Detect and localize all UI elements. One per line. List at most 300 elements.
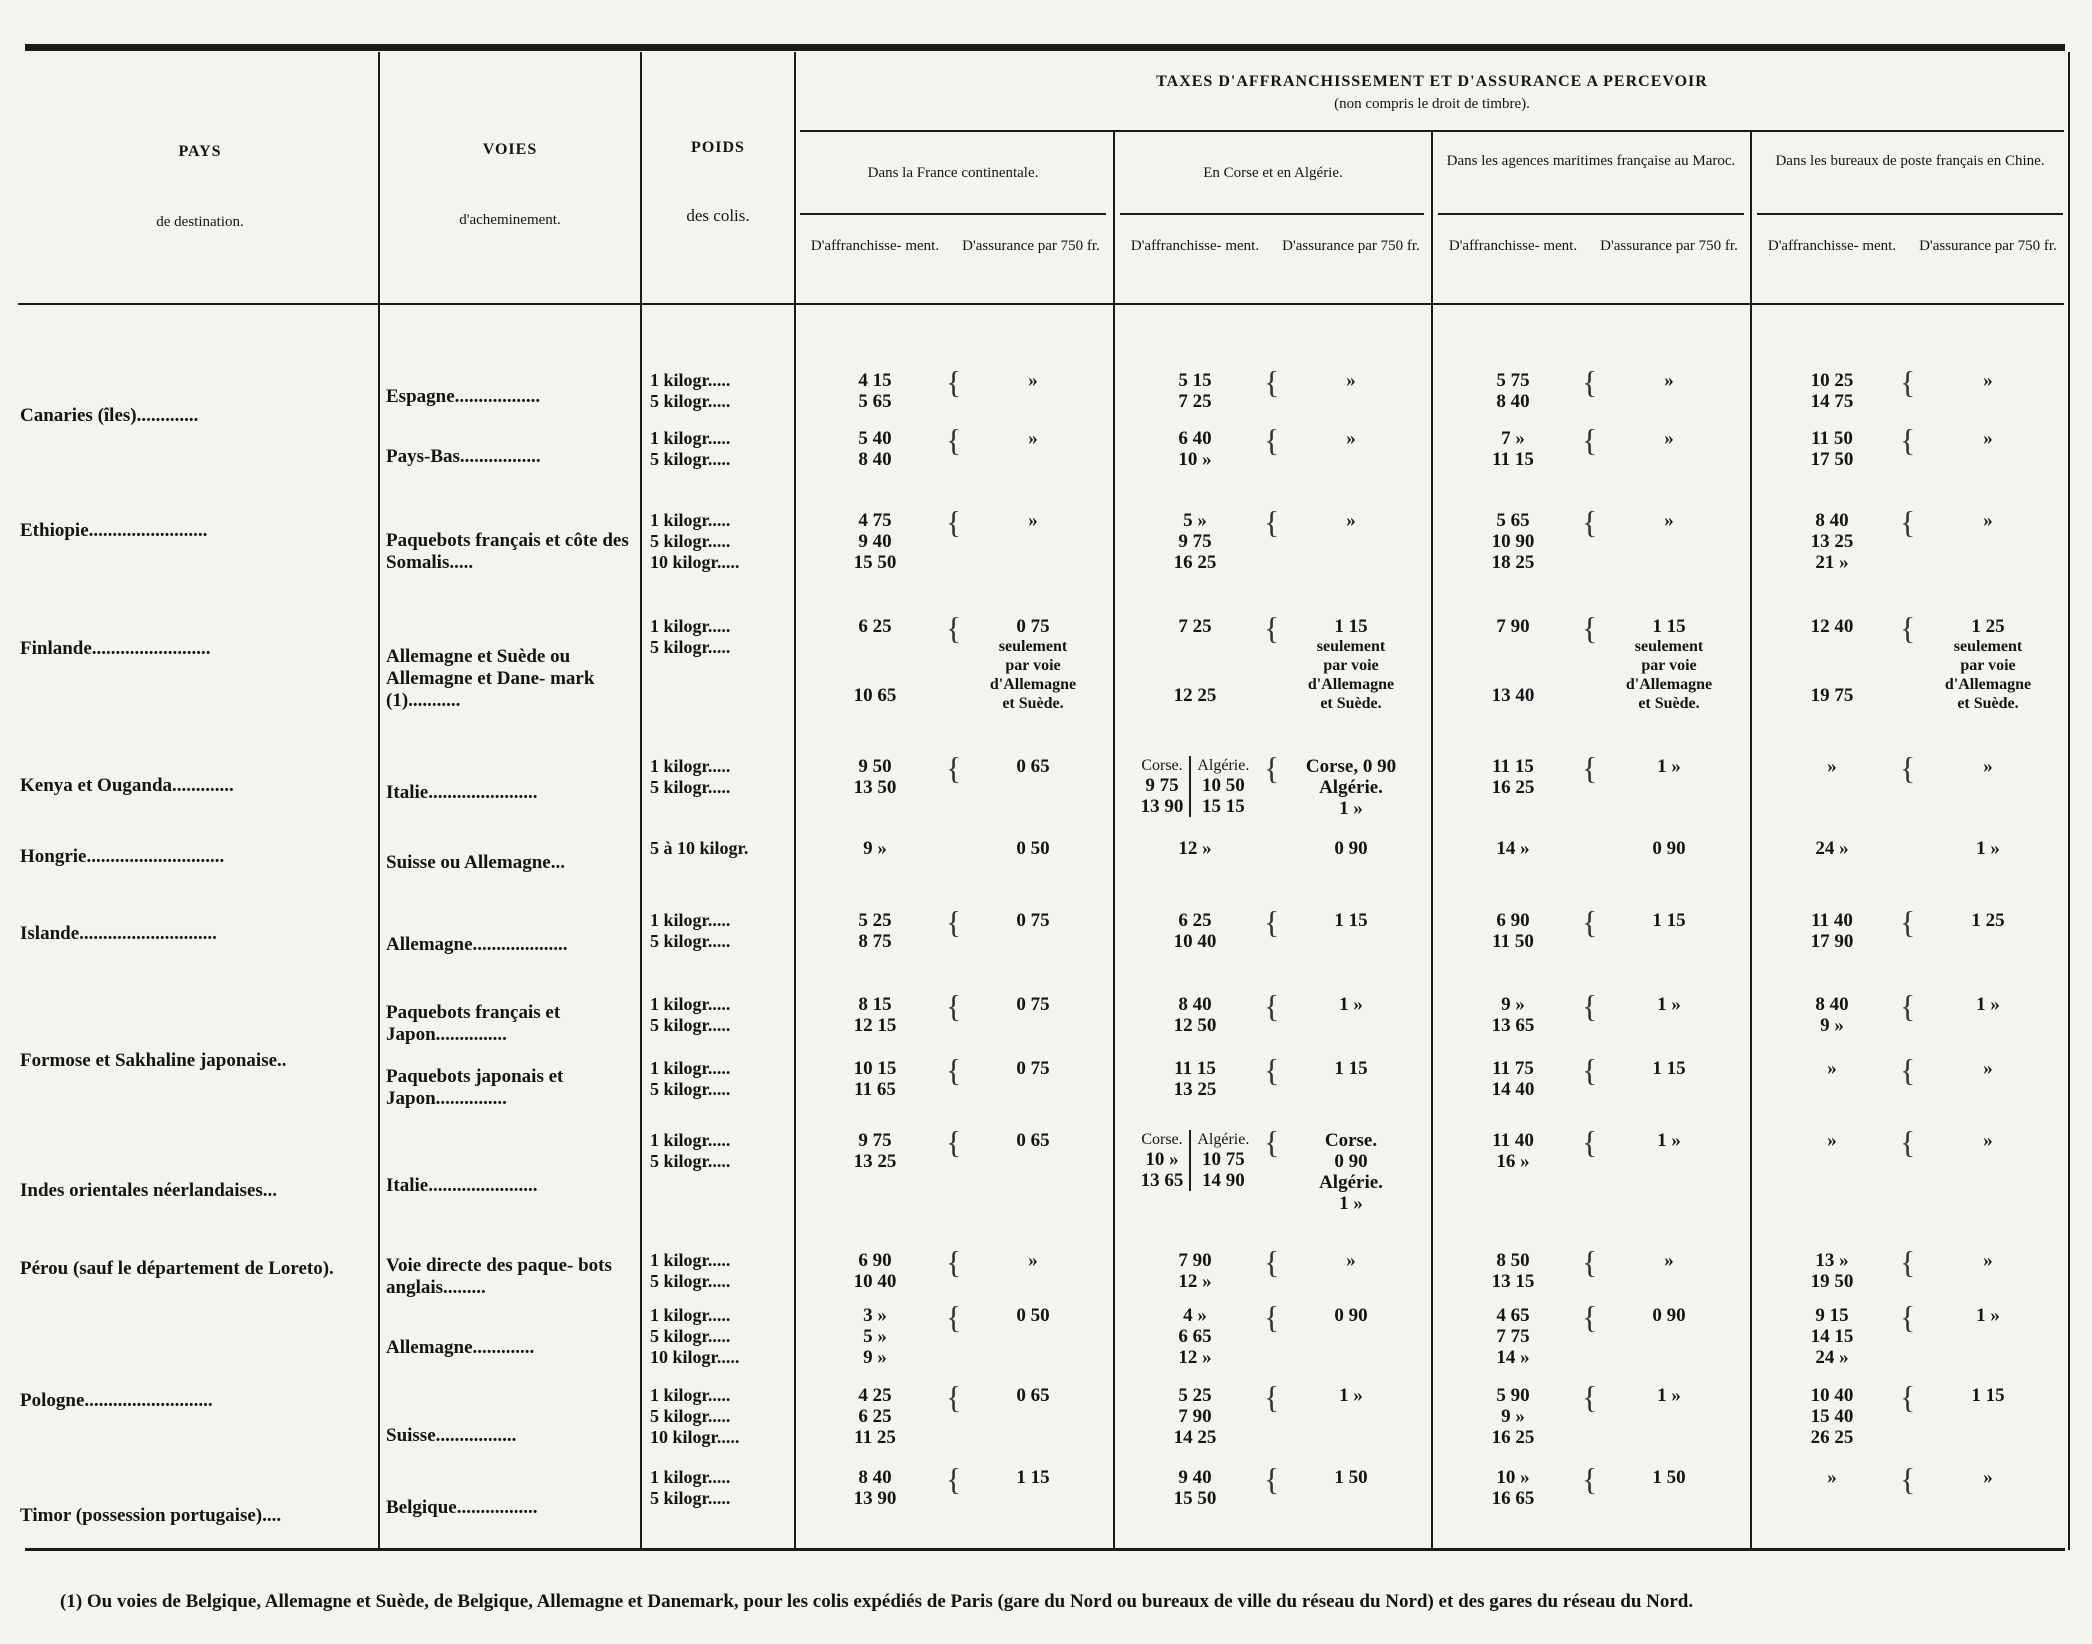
cell-value: 13 15: [1491, 1271, 1535, 1292]
cell-value: 13 65: [1140, 1170, 1184, 1191]
cell-value: 1 50: [1652, 1467, 1686, 1488]
weight-cell: [650, 1058, 790, 1100]
cell-value: 5 25: [858, 910, 892, 931]
brace-icon: {: [1264, 364, 1280, 400]
cell-value: 1 25: [1971, 910, 2005, 931]
corse-col: [1141, 756, 1184, 817]
tariff-cell: [958, 994, 1108, 1015]
cell-value: 8 40: [1496, 391, 1530, 412]
tariff-cell: [1276, 1130, 1426, 1214]
assur-header: D'assurance par 750 fr.: [1282, 238, 1420, 254]
country-label: Hongrie.............................: [20, 846, 225, 867]
cell-value: 0 50: [1016, 838, 1050, 859]
weight-value: 1 kilogr.....: [650, 994, 731, 1014]
tariff-cell: [1913, 1130, 2063, 1151]
weight-cell: [650, 1467, 790, 1509]
tariff-cell: [800, 1305, 950, 1368]
brace-icon: {: [1264, 1299, 1280, 1335]
weight-value: 10 kilogr.....: [650, 552, 740, 572]
tariff-cell: [1913, 1250, 2063, 1271]
brace-icon: {: [1900, 1379, 1916, 1415]
col-divider: [1750, 130, 1752, 1550]
brace-icon: {: [1264, 422, 1280, 458]
brace-icon: {: [1582, 1461, 1598, 1497]
cell-value: 1 15: [1334, 910, 1368, 931]
weight-value: 10 kilogr.....: [650, 1347, 740, 1367]
cell-value: 1 »: [1976, 994, 2000, 1015]
cell-value: »: [1346, 510, 1356, 531]
cell-value: 24 »: [1815, 1347, 1849, 1368]
cell-value: 0 90: [1334, 838, 1368, 859]
header-rule: [800, 130, 2064, 132]
tariff-cell: [1276, 1250, 1426, 1271]
cell-value: 4 65: [1496, 1305, 1530, 1326]
cell-value: 12 »: [1178, 1271, 1212, 1292]
cell-value: 13 65: [1491, 1015, 1535, 1036]
bottom-rule: [25, 1548, 2065, 1551]
brace-icon: {: [1264, 1052, 1280, 1088]
country-label: Finlande.........................: [20, 638, 211, 659]
cell-value: et Suède.: [1957, 695, 2019, 712]
tariff-cell: [958, 1058, 1108, 1079]
cell-value: par voie: [1960, 657, 2016, 674]
cell-value: 16 25: [1491, 1427, 1535, 1448]
cell-value: 16 65: [1491, 1488, 1535, 1509]
cell-value: 10 65: [853, 685, 897, 706]
cell-value: 9 75: [858, 1130, 892, 1151]
cell-value: 9 40: [858, 531, 892, 552]
cell-value: 9 »: [1501, 1406, 1525, 1427]
country-label: Timor (possession portugaise)....: [20, 1505, 282, 1526]
tariff-cell: [1757, 1130, 1907, 1151]
cell-value: 12 25: [1173, 685, 1217, 706]
cell-value: 15 50: [1173, 1488, 1217, 1509]
brace-icon: {: [946, 1244, 962, 1280]
tariff-cell: [1594, 1058, 1744, 1079]
cell-value: 11 50: [1811, 428, 1853, 449]
tariff-cell: [800, 510, 950, 573]
tariff-cell: [1913, 1058, 2063, 1079]
cell-value: et Suède.: [1002, 695, 1064, 712]
brace-icon: {: [1264, 1379, 1280, 1415]
tariff-cell: [1120, 510, 1270, 573]
header-taxes-sub: (non compris le droit de timbre).: [1334, 96, 1530, 112]
cell-value: 9 »: [863, 1347, 887, 1368]
weight-cell: [650, 370, 790, 412]
cell-value: 5 75: [1496, 370, 1530, 391]
tariff-cell: [1438, 756, 1588, 798]
tariff-cell: [1276, 1058, 1426, 1079]
tariff-cell: [1913, 838, 2063, 859]
brace-icon: {: [1900, 988, 1916, 1024]
cell-value: d'Allemagne: [989, 676, 1077, 693]
cell-value: 1 15: [1971, 1385, 2005, 1406]
tariff-cell: [1120, 616, 1270, 706]
cell-value: 7 90: [1496, 616, 1530, 637]
weight-value: 5 kilogr.....: [650, 391, 731, 411]
cell-value: 7 25: [1178, 616, 1212, 637]
tariff-cell: [1594, 1250, 1744, 1271]
brace-icon: {: [946, 1461, 962, 1497]
brace-icon: {: [1900, 904, 1916, 940]
tariff-cell: [1757, 1467, 1907, 1488]
cell-value: par voie: [1641, 657, 1697, 674]
tariff-cell: [1438, 1467, 1588, 1509]
tariff-cell: [958, 1305, 1108, 1326]
footnote: (1) Ou voies de Belgique, Allemagne et Suède, de Belgique, Allemagne et Danemark, pour les colis expédiés de Paris (gare du Nord ou bureaux de ville du réseau du Nord) et des gares du réseau du Nord.: [60, 1591, 1694, 1612]
tariff-cell: [1757, 616, 1907, 706]
affr-header: D'affranchisse- ment.: [1767, 238, 1897, 254]
country-label: Canaries (îles).............: [20, 405, 199, 426]
assur-header: D'assurance par 750 fr.: [962, 238, 1100, 254]
tariff-cell: [1120, 838, 1270, 859]
cell-value: 7 75: [1496, 1326, 1530, 1347]
cell-value: »: [1827, 1130, 1837, 1151]
cell-value: 11 15: [1174, 1058, 1216, 1079]
cell-value: 1 25: [1971, 616, 2005, 637]
route-label: Allemagne.............: [386, 1337, 535, 1358]
cell-value: 4 »: [1183, 1305, 1207, 1326]
tariff-cell: [1913, 428, 2063, 449]
cell-value: 18 25: [1491, 552, 1535, 573]
tariff-cell: [1594, 1385, 1744, 1406]
cell-value: Corse.: [1324, 1130, 1378, 1151]
header-voies: VOIES: [482, 141, 538, 158]
brace-icon: {: [1582, 364, 1598, 400]
brace-icon: {: [1900, 364, 1916, 400]
cell-value: 9 40: [1178, 1467, 1212, 1488]
brace-icon: {: [1582, 1299, 1598, 1335]
tariff-cell: [1438, 994, 1588, 1036]
cell-value: 1 »: [1339, 798, 1363, 819]
cell-value: 5 40: [858, 428, 892, 449]
tariff-cell: [1757, 838, 1907, 859]
cell-value: d'Allemagne: [1944, 676, 2032, 693]
cell-value: 16 25: [1173, 552, 1217, 573]
tariff-cell: [1438, 428, 1588, 470]
brace-icon: {: [1900, 750, 1916, 786]
cell-value: 11 15: [1492, 449, 1534, 470]
brace-icon: {: [946, 610, 962, 646]
brace-icon: {: [946, 1052, 962, 1088]
tariff-cell: [1276, 1467, 1426, 1488]
cell-value: Corse.: [1141, 1131, 1183, 1148]
cell-value: 14 »: [1496, 838, 1530, 859]
tariff-cell: [1913, 1305, 2063, 1326]
cell-value: 12 »: [1178, 838, 1212, 859]
tariff-cell: [1276, 1305, 1426, 1326]
zone-header: Dans la France continentale.: [867, 165, 1039, 181]
route-label: Italie.......................: [386, 1175, 538, 1196]
cell-value: 7 90: [1178, 1250, 1212, 1271]
country-label: Islande.............................: [20, 923, 217, 944]
cell-value: 1 15: [1652, 1058, 1686, 1079]
weight-value: 5 kilogr.....: [650, 1271, 731, 1291]
cell-value: 15 40: [1810, 1406, 1854, 1427]
cell-value: 9 15: [1815, 1305, 1849, 1326]
brace-icon: {: [1582, 1244, 1598, 1280]
cell-value: »: [1028, 1250, 1038, 1271]
cell-value: 10 40: [1173, 931, 1217, 952]
cell-value: 13 90: [1140, 796, 1184, 817]
tariff-cell: [1594, 838, 1744, 859]
cell-value: 10 15: [853, 1058, 897, 1079]
brace-icon: {: [1900, 610, 1916, 646]
cell-value: 11 15: [1492, 756, 1534, 777]
cell-value: Algérie.: [1319, 1172, 1383, 1193]
weight-value: 1 kilogr.....: [650, 616, 731, 636]
tariff-cell: [800, 838, 950, 859]
cell-value: 14 »: [1496, 1347, 1530, 1368]
weight-value: 5 kilogr.....: [650, 931, 731, 951]
cell-value: 1 15: [1334, 616, 1368, 637]
cell-value: 4 75: [858, 510, 892, 531]
tariff-cell: [958, 1385, 1108, 1406]
brace-icon: {: [946, 422, 962, 458]
brace-icon: {: [1900, 1299, 1916, 1335]
cell-value: »: [1983, 1058, 1993, 1079]
tariff-cell: [1594, 510, 1744, 531]
cell-value: »: [1664, 370, 1674, 391]
cell-value: 11 40: [1811, 910, 1853, 931]
tariff-cell: [1120, 756, 1270, 817]
brace-icon: {: [946, 504, 962, 540]
tariff-cell: [1120, 1385, 1270, 1448]
brace-icon: {: [1900, 422, 1916, 458]
weight-value: 1 kilogr.....: [650, 370, 731, 390]
cell-value: par voie: [1005, 657, 1061, 674]
tariff-cell: [800, 1385, 950, 1448]
cell-value: »: [1983, 1130, 1993, 1151]
col-divider: [2068, 52, 2070, 1550]
cell-value: 21 »: [1815, 552, 1849, 573]
header-pays: PAYS: [178, 143, 222, 160]
route-label: Allemagne et Suède ou Allemagne et Dane- mark (1)...........: [386, 646, 595, 711]
assur-header: D'assurance par 750 fr.: [1600, 238, 1738, 254]
weight-value: 1 kilogr.....: [650, 1305, 731, 1325]
cell-value: 15 50: [853, 552, 897, 573]
cell-value: 26 25: [1810, 1427, 1854, 1448]
cell-value: 5 65: [858, 391, 892, 412]
brace-icon: {: [1264, 1244, 1280, 1280]
cell-value: »: [1827, 756, 1837, 777]
tariff-cell: [1757, 428, 1907, 470]
cell-value: 1 »: [1657, 756, 1681, 777]
brace-icon: {: [1900, 1124, 1916, 1160]
cell-value: »: [1827, 1058, 1837, 1079]
header-poids: POIDS: [691, 139, 745, 156]
tariff-cell: [1594, 910, 1744, 931]
cell-value: 13 90: [853, 1488, 897, 1509]
weight-value: 1 kilogr.....: [650, 1385, 731, 1405]
cell-value: 1 »: [1976, 838, 2000, 859]
corse-algerie-split: [1120, 756, 1270, 817]
cell-value: 0 90: [1652, 1305, 1686, 1326]
cell-value: 12 50: [1173, 1015, 1217, 1036]
cell-value: 6 65: [1178, 1326, 1212, 1347]
weight-cell: [650, 756, 790, 798]
tariff-cell: [1757, 756, 1907, 777]
tariff-cell: [800, 1250, 950, 1292]
brace-icon: {: [1264, 1124, 1280, 1160]
cell-value: 5 »: [863, 1326, 887, 1347]
cell-value: »: [1983, 428, 1993, 449]
cell-value: 6 90: [1496, 910, 1530, 931]
brace-icon: {: [1900, 1052, 1916, 1088]
tariff-cell: [1913, 1385, 2063, 1406]
cell-value: par voie: [1323, 657, 1379, 674]
cell-value: 19 75: [1810, 685, 1854, 706]
zone-header: En Corse et en Algérie.: [1203, 165, 1343, 181]
cell-value: 9 »: [1820, 1015, 1844, 1036]
cell-value: »: [1664, 510, 1674, 531]
weight-cell: [650, 838, 790, 859]
tariff-cell: [800, 428, 950, 470]
tariff-cell: [1120, 370, 1270, 412]
tariff-cell: [1594, 756, 1744, 777]
country-label: Pérou (sauf le département de Loreto).: [20, 1258, 334, 1279]
weight-value: 1 kilogr.....: [650, 1058, 731, 1078]
weight-value: 5 à 10 kilogr.: [650, 838, 749, 858]
cell-value: 4 25: [858, 1385, 892, 1406]
weight-value: 1 kilogr.....: [650, 1130, 731, 1150]
route-label: Paquebots japonais et Japon...............: [386, 1066, 564, 1109]
cell-value: »: [1664, 428, 1674, 449]
brace-icon: {: [946, 1124, 962, 1160]
cell-value: et Suède.: [1320, 695, 1382, 712]
cell-value: »: [1983, 370, 1993, 391]
cell-value: 8 75: [858, 931, 892, 952]
tariff-cell: [1438, 616, 1588, 706]
cell-value: 8 40: [1815, 994, 1849, 1015]
cell-value: 5 65: [1496, 510, 1530, 531]
cell-value: 13 25: [1810, 531, 1854, 552]
tariff-cell: [1757, 1250, 1907, 1292]
cell-value: 13 50: [853, 777, 897, 798]
cell-value: 1 »: [1339, 1193, 1363, 1214]
header-pays-sub: de destination.: [156, 214, 244, 230]
cell-value: 5 »: [1183, 510, 1207, 531]
country-label: Pologne...........................: [20, 1390, 213, 1411]
tariff-cell: [1438, 1130, 1588, 1172]
tariff-cell: [1438, 370, 1588, 412]
col-divider: [794, 52, 796, 1550]
weight-cell: [650, 1130, 790, 1172]
cell-value: 9 75: [1178, 531, 1212, 552]
weight-value: 5 kilogr.....: [650, 1406, 731, 1426]
cell-value: 8 40: [858, 449, 892, 470]
tariff-cell: [1594, 370, 1744, 391]
col-divider: [1431, 130, 1433, 1550]
tariff-cell: [958, 428, 1108, 449]
tariff-cell: [1276, 616, 1426, 713]
tariff-cell: [958, 910, 1108, 931]
cell-value: 1 15: [1334, 1058, 1368, 1079]
tariff-cell: [1276, 910, 1426, 931]
cell-value: »: [1983, 510, 1993, 531]
weight-value: 5 kilogr.....: [650, 1151, 731, 1171]
cell-value: 19 50: [1810, 1271, 1854, 1292]
cell-value: 16 »: [1496, 1151, 1530, 1172]
route-label: Belgique.................: [386, 1497, 538, 1518]
weight-value: 1 kilogr.....: [650, 910, 731, 930]
weight-value: 5 kilogr.....: [650, 1488, 731, 1508]
tariff-cell: [1120, 1467, 1270, 1509]
weight-value: 5 kilogr.....: [650, 1326, 731, 1346]
cell-value: »: [1346, 428, 1356, 449]
route-label: Suisse.................: [386, 1425, 517, 1446]
cell-value: 0 65: [1016, 756, 1050, 777]
corse-col: [1141, 1130, 1184, 1191]
tariff-cell: [1913, 616, 2063, 713]
cell-value: 10 75: [1201, 1149, 1245, 1170]
cell-value: d'Allemagne: [1307, 676, 1395, 693]
brace-icon: {: [1264, 504, 1280, 540]
cell-value: 12 15: [853, 1015, 897, 1036]
corse-algerie-split: [1120, 1130, 1270, 1191]
cell-value: 1 »: [1339, 1385, 1363, 1406]
tariff-cell: [1276, 370, 1426, 391]
header-rule: [1120, 213, 1424, 215]
header-poids-sub: des colis.: [686, 206, 750, 225]
cell-value: Algérie.: [1197, 1131, 1250, 1148]
cell-value: »: [1346, 1250, 1356, 1271]
top-rule: [25, 44, 2065, 51]
tariff-cell: [1757, 1385, 1907, 1448]
cell-value: 17 90: [1810, 931, 1854, 952]
tariff-cell: [1757, 1305, 1907, 1368]
route-label: Paquebots français et Japon...............: [386, 1002, 561, 1045]
tariff-cell: [1276, 838, 1426, 859]
cell-value: 5 15: [1178, 370, 1212, 391]
route-label: Voie directe des paque- bots anglais.........: [386, 1255, 612, 1298]
tariff-cell: [1120, 910, 1270, 952]
tariff-cell: [958, 510, 1108, 531]
brace-icon: {: [1582, 1379, 1598, 1415]
cell-value: »: [1028, 428, 1038, 449]
brace-icon: {: [1264, 988, 1280, 1024]
cell-value: 1 »: [1657, 1385, 1681, 1406]
tariff-cell: [1594, 1305, 1744, 1326]
col-divider: [640, 52, 642, 1550]
tariff-cell: [958, 1250, 1108, 1271]
tariff-cell: [1438, 1058, 1588, 1100]
cell-value: 6 40: [1178, 428, 1212, 449]
weight-value: 5 kilogr.....: [650, 637, 731, 657]
brace-icon: {: [1264, 1461, 1280, 1497]
tariff-cell: [800, 756, 950, 798]
cell-value: 14 90: [1201, 1170, 1245, 1191]
cell-value: 6 90: [858, 1250, 892, 1271]
weight-cell: [650, 1385, 790, 1448]
tariff-cell: [958, 1467, 1108, 1488]
tariff-cell: [800, 910, 950, 952]
zone-header: Dans les bureaux de poste français en Chine.: [1775, 153, 2045, 169]
cell-value: »: [1664, 1250, 1674, 1271]
brace-icon: {: [946, 904, 962, 940]
tariff-cell: [1438, 910, 1588, 952]
weight-value: 10 kilogr.....: [650, 1427, 740, 1447]
cell-value: 0 50: [1016, 1305, 1050, 1326]
tariff-cell: [1594, 1130, 1744, 1151]
tariff-cell: [1913, 510, 2063, 531]
cell-value: Algérie.: [1197, 757, 1250, 774]
assur-header: D'assurance par 750 fr.: [1919, 238, 2057, 254]
cell-value: 13 »: [1815, 1250, 1849, 1271]
tariff-cell: [958, 756, 1108, 777]
cell-value: 1 »: [1339, 994, 1363, 1015]
cell-value: 7 90: [1178, 1406, 1212, 1427]
